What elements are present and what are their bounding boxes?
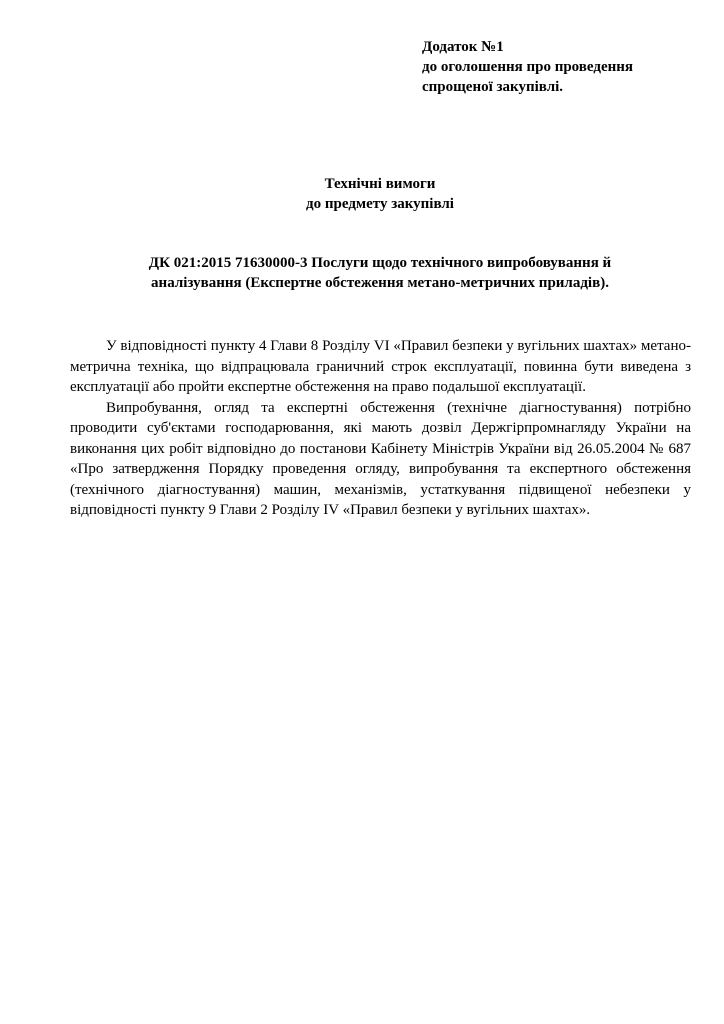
annex-header bbox=[422, 37, 712, 97]
document-title bbox=[60, 174, 700, 214]
annex-reference-line: до оголошення про проведення bbox=[422, 59, 634, 75]
subject-line: ДК 021:2015 71630000-3 Послуги щодо технічного випробовування й bbox=[148, 255, 612, 271]
subject-line: аналізування (Експертне обстеження метано-метричних приладів). bbox=[151, 275, 609, 291]
title-line: до предмету закупівлі bbox=[306, 196, 454, 212]
title-line: Технічні вимоги bbox=[324, 176, 436, 192]
body-paragraph: У відповідності пункту 4 Глави 8 Розділу VI «Правил безпеки у вугільних шахтах» метано-метрична техніка, що відпрацювала граничний строк експлуатації, повинна бути виведена з експлуатації або пройти експертне обстеження на право подальшої експлуатації. bbox=[70, 338, 691, 395]
annex-reference-line: спрощеної закупівлі. bbox=[422, 79, 564, 95]
document-body bbox=[70, 336, 691, 521]
procurement-subject bbox=[72, 253, 688, 293]
body-paragraph: Випробування, огляд та експертні обстеження (технічне діагностування) потрібно проводити суб'єктами господарювання, які мають дозвіл Держгірпромнагляду України на виконання цих робіт відповідно до постанови Кабінету Міністрів України від 26.05.2004 № 687 «Про затвердження Порядку проведення огляду, випробування та експертного обстеження (технічного діагностування) машин, механізмів, устаткування підвищеної небезпеки у відповідності пункту 9 Глави 2 Розділу IV «Правил безпеки у вугільних шахтах». bbox=[70, 399, 691, 518]
annex-number: Додаток №1 bbox=[422, 39, 504, 55]
